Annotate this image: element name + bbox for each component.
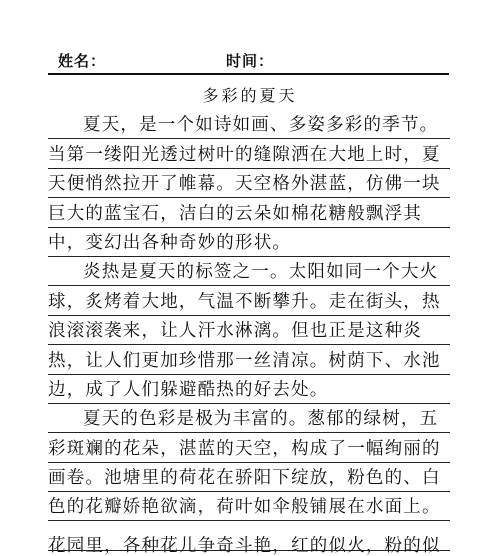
essay-line-text: 花园里，各种花儿争奇斗艳，红的似火，粉的似 bbox=[48, 535, 441, 556]
essay-line-text: 彩斑斓的花朵，湛蓝的天空，构成了一幅绚丽的 bbox=[48, 438, 441, 459]
worksheet-header bbox=[48, 50, 448, 72]
ruled-line bbox=[48, 345, 450, 374]
essay-line-text: 色的花瓣娇艳欲滴，荷叶如伞般铺展在水面上。 bbox=[48, 497, 441, 518]
ruled-line bbox=[48, 375, 450, 404]
essay-title: 多彩的夏天 bbox=[202, 86, 298, 105]
time-label: 时间： bbox=[226, 52, 275, 70]
essay-line-text: 浪滚滚袭来，让人汗水淋漓。但也正是这种炎 bbox=[48, 321, 422, 342]
ruled-line bbox=[48, 463, 450, 492]
essay-line-text: 边，成了人们躲避酷热的好去处。 bbox=[48, 379, 329, 400]
essay-line-text: 夏天的色彩是极为丰富的。葱郁的绿树，五 bbox=[83, 409, 439, 430]
ruled-line bbox=[48, 404, 450, 433]
essay-line-text: 球，炙烤着大地，气温不断攀升。走在街头，热 bbox=[48, 291, 441, 312]
essay-line-text: 热，让人们更加珍惜那一丝清凉。树荫下、水池 bbox=[48, 350, 441, 371]
ruled-line bbox=[48, 169, 450, 198]
ruled-line bbox=[48, 433, 450, 462]
ruled-line bbox=[48, 139, 450, 168]
ruled-line bbox=[48, 198, 450, 227]
essay-line-text: 画卷。池塘里的荷花在骄阳下绽放，粉色的、白 bbox=[48, 468, 441, 489]
essay-line-text: 夏天，是一个如诗如画、多姿多彩的季节。 bbox=[83, 115, 439, 136]
ruled-line bbox=[48, 521, 450, 556]
name-label: 姓名： bbox=[58, 52, 107, 70]
essay-line-text: 中，变幻出各种奇妙的形状。 bbox=[48, 232, 292, 253]
essay-line-text: 炎热是夏天的标签之一。太阳如同一个大火 bbox=[83, 262, 439, 283]
header-rule bbox=[48, 73, 449, 75]
ruled-lines bbox=[48, 110, 450, 556]
ruled-line bbox=[48, 110, 450, 139]
ruled-line bbox=[48, 257, 450, 286]
ruled-line bbox=[48, 228, 450, 257]
ruled-line bbox=[48, 286, 450, 315]
essay-line-text: 天便悄然拉开了帷幕。天空格外湛蓝，仿佛一块 bbox=[48, 174, 441, 195]
ruled-line bbox=[48, 492, 450, 521]
ruled-line bbox=[48, 316, 450, 345]
essay-line-text: 巨大的蓝宝石，洁白的云朵如棉花糖般飘浮其 bbox=[48, 203, 422, 224]
essay-line-text: 当第一缕阳光透过树叶的缝隙洒在大地上时，夏 bbox=[48, 144, 441, 165]
